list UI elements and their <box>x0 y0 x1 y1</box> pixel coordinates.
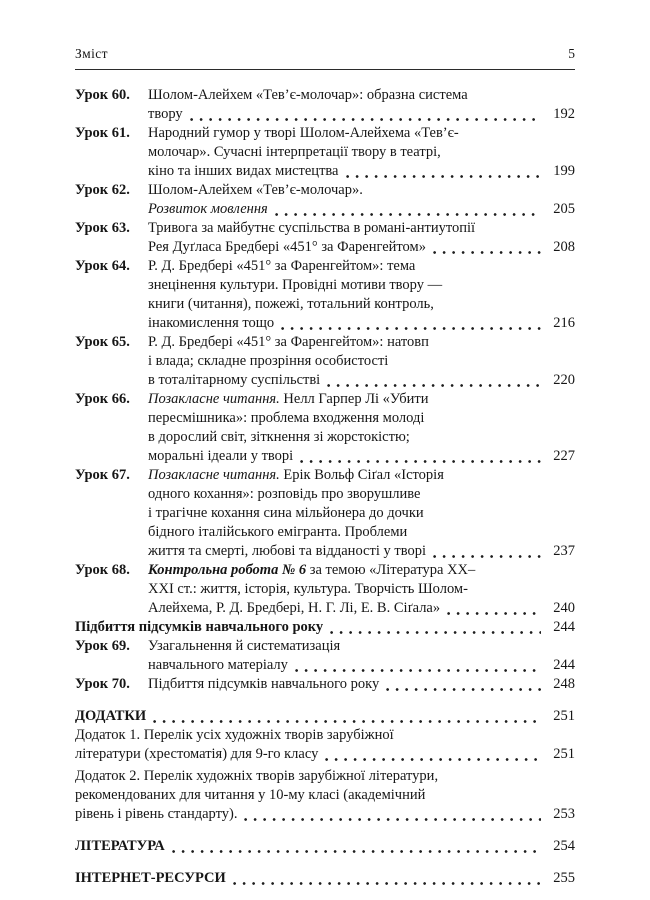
toc-entry-text <box>148 505 424 522</box>
toc-entry-text <box>148 144 441 161</box>
contents-running-title: Зміст <box>75 46 108 61</box>
toc-text-segment: рекомендованих для читання у 10-му класі (академічний <box>75 787 426 803</box>
toc-entry-text <box>75 746 318 763</box>
toc-page-number: 208 <box>553 239 575 255</box>
dot-leader <box>325 758 541 761</box>
toc-text-segment: і влада; складне прозріння особистості <box>148 353 389 369</box>
toc-entry-text <box>75 768 438 785</box>
dot-leader <box>433 251 541 254</box>
dot-leader <box>190 118 541 121</box>
toc-line <box>75 239 575 258</box>
lesson-label: Урок 60. <box>75 87 130 103</box>
toc-text-segment: Шолом-Алейхем «Тев’є-молочар». <box>148 182 363 198</box>
toc-entry-text <box>148 410 424 427</box>
toc-text-segment: Тривога за майбутнє суспільства в романі-антиутопії <box>148 220 476 236</box>
toc-line <box>75 486 575 505</box>
toc-text-segment: Р. Д. Бредбері «451° за Фаренгейтом»: натовп <box>148 334 429 350</box>
toc-line <box>75 676 575 695</box>
toc-line <box>75 524 575 543</box>
toc-entry <box>75 638 575 676</box>
page-header <box>75 46 575 70</box>
toc-entry-text <box>148 334 429 351</box>
toc-entry-text <box>148 163 339 180</box>
dot-leader <box>244 818 541 821</box>
toc-entry <box>75 182 575 220</box>
toc-text-segment: молочар». Сучасні інтерпретації твору в театрі, <box>148 144 441 160</box>
toc-entry-text <box>148 201 268 218</box>
dot-leader <box>433 555 541 558</box>
toc-text-segment: одного кохання»: розповідь про зворушливе <box>148 486 421 502</box>
toc-entry <box>75 391 575 467</box>
toc-text-segment: кіно та інших видах мистецтва <box>148 163 339 179</box>
toc-text-segment: Розвиток мовлення <box>148 201 268 217</box>
toc-entry-text <box>148 581 468 598</box>
toc-line <box>75 163 575 182</box>
toc-text-segment: Підбиття підсумків навчального року <box>148 676 380 692</box>
toc-text-segment: в тоталітарному суспільстві <box>148 372 321 388</box>
toc-line <box>75 277 575 296</box>
toc-text-segment: Позакласне читання. <box>148 467 280 483</box>
toc-entry-text <box>148 562 475 579</box>
toc-list <box>75 87 575 889</box>
toc-entry-text <box>148 486 420 503</box>
toc-line <box>75 581 575 600</box>
toc-text-segment: Узагальнення й систематизація <box>148 638 341 654</box>
toc-line <box>75 467 575 486</box>
toc-text-segment: в дорослий світ, зіткнення зі жорстокістю; <box>148 429 410 445</box>
toc-text-segment: твору <box>148 106 183 122</box>
toc-line <box>75 657 575 676</box>
toc-entry-text <box>148 467 444 484</box>
toc-entry <box>75 708 575 727</box>
toc-text-segment: ДОДАТКИ <box>75 708 147 724</box>
toc-line <box>75 353 575 372</box>
toc-entry <box>75 125 575 182</box>
header-page-number: 5 <box>568 46 575 61</box>
toc-page-number: 254 <box>553 838 575 854</box>
dot-leader <box>281 327 541 330</box>
toc-entry <box>75 768 575 825</box>
toc-entry-text <box>75 870 226 887</box>
toc-text-segment: Контрольна робота № 6 <box>148 562 307 578</box>
lesson-label: Урок 62. <box>75 182 130 198</box>
dot-leader <box>346 175 542 178</box>
toc-entry-text <box>75 727 394 744</box>
dot-leader <box>386 688 541 691</box>
toc-entry <box>75 562 575 619</box>
toc-text-segment: Нелл Гарпер Лі «Убити <box>279 391 429 407</box>
toc-text-segment: літератури (хрестоматія) для 9-го класу <box>75 746 319 762</box>
toc-line <box>75 708 575 727</box>
toc-text-segment: Додаток 1. Перелік усіх художніх творів зарубіжної <box>75 727 394 743</box>
toc-text-segment: пересмішника»: проблема входження молоді <box>148 410 425 426</box>
toc-entry <box>75 258 575 334</box>
lesson-label: Урок 66. <box>75 391 130 407</box>
toc-page-number: 251 <box>553 708 575 724</box>
toc-text-segment: XXI ст.: життя, історія, культура. Творчість Шолом- <box>148 581 468 597</box>
toc-line <box>75 746 575 765</box>
toc-page-number: 244 <box>553 619 575 635</box>
lesson-label: Урок 68. <box>75 562 130 578</box>
dot-leader <box>300 460 541 463</box>
dot-leader <box>327 384 541 387</box>
toc-line <box>75 619 575 638</box>
toc-text-segment: і трагічне кохання сина мільйонера до дочки <box>148 505 424 521</box>
lesson-label: Урок 65. <box>75 334 130 350</box>
toc-entry-text <box>148 125 459 142</box>
toc-text-segment: Позакласне читання. <box>148 391 280 407</box>
toc-line <box>75 334 575 353</box>
toc-text-segment: ІНТЕРНЕТ-РЕСУРСИ <box>75 870 226 886</box>
toc-text-segment: за темою «Література XX– <box>306 562 476 578</box>
toc-text-segment: моральні ідеали у творі <box>148 448 294 464</box>
toc-entry-text <box>148 239 426 256</box>
toc-entry <box>75 870 575 889</box>
toc-entry-text <box>148 429 410 446</box>
dot-leader <box>172 850 541 853</box>
toc-line <box>75 372 575 391</box>
toc-entry-text <box>75 619 323 636</box>
toc-page-number: 251 <box>553 746 575 762</box>
toc-entry-text <box>148 296 434 313</box>
toc-line <box>75 182 575 201</box>
lesson-label: Урок 67. <box>75 467 130 483</box>
toc-page-number: 255 <box>553 870 575 886</box>
toc-entry <box>75 87 575 125</box>
toc-text-segment: Додаток 2. Перелік художніх творів зарубіжної літератури, <box>75 768 439 784</box>
toc-line <box>75 410 575 429</box>
toc-text-segment: книги (читання), пожежі, тотальний контроль, <box>148 296 434 312</box>
toc-page-number: 220 <box>553 372 575 388</box>
toc-line <box>75 838 575 857</box>
toc-line <box>75 727 575 746</box>
toc-entry-text <box>148 391 429 408</box>
toc-entry-text <box>148 106 183 123</box>
toc-line <box>75 787 575 806</box>
dot-leader <box>153 720 541 723</box>
toc-text-segment: знецінення культури. Провідні мотиви твору — <box>148 277 443 293</box>
toc-entry-text <box>148 676 379 693</box>
toc-page-number: 192 <box>553 106 575 122</box>
toc-page-number: 248 <box>553 676 575 692</box>
toc-page-number: 240 <box>553 600 575 616</box>
toc-line <box>75 296 575 315</box>
lesson-label: Урок 64. <box>75 258 130 274</box>
toc-entry-text <box>148 315 274 332</box>
toc-entry-text <box>75 806 237 823</box>
toc-line <box>75 638 575 657</box>
toc-line <box>75 543 575 562</box>
dot-leader <box>233 882 541 885</box>
toc-text-segment: інакомислення тощо <box>148 315 275 331</box>
toc-entry <box>75 220 575 258</box>
toc-entry-text <box>148 277 442 294</box>
toc-text-segment: Р. Д. Бредбері «451° за Фаренгейтом»: тема <box>148 258 416 274</box>
toc-entry-text <box>75 708 146 725</box>
toc-line <box>75 562 575 581</box>
toc-line <box>75 258 575 277</box>
toc-entry-text <box>148 353 388 370</box>
toc-entry <box>75 467 575 562</box>
toc-page-number: 205 <box>553 201 575 217</box>
toc-line <box>75 870 575 889</box>
toc-line <box>75 201 575 220</box>
toc-entry-text <box>148 372 320 389</box>
toc-line <box>75 448 575 467</box>
toc-entry-text <box>75 838 165 855</box>
lesson-label: Урок 63. <box>75 220 130 236</box>
dot-leader <box>447 612 541 615</box>
toc-entry <box>75 334 575 391</box>
toc-entry <box>75 619 575 638</box>
toc-entry-text <box>148 182 363 199</box>
toc-text-segment: Рея Дуґласа Бредбері «451° за Фаренгейтом» <box>148 239 426 255</box>
toc-entry-text <box>148 638 340 655</box>
toc-entry-text <box>148 448 293 465</box>
toc-page-number: 237 <box>553 543 575 559</box>
toc-entry-text <box>148 524 407 541</box>
toc-page-number: 227 <box>553 448 575 464</box>
toc-line <box>75 106 575 125</box>
toc-text-segment: Підбиття підсумків навчального року <box>75 619 324 635</box>
toc-text-segment: ЛІТЕРАТУРА <box>75 838 165 854</box>
toc-entry <box>75 676 575 695</box>
dot-leader <box>330 631 541 634</box>
toc-page-number: 244 <box>553 657 575 673</box>
toc-entry-text <box>148 657 288 674</box>
toc-text-segment: бідного італійського емігранта. Проблеми <box>148 524 408 540</box>
toc-text-segment: Народний гумор у творі Шолом-Алейхема «Тев’є- <box>148 125 459 141</box>
toc-line <box>75 429 575 448</box>
dot-leader <box>275 213 541 216</box>
toc-text-segment: навчального матеріалу <box>148 657 288 673</box>
toc-text-segment: рівень і рівень стандарту). <box>75 806 238 822</box>
toc-entry-text <box>148 543 426 560</box>
toc-entry-text <box>148 220 475 237</box>
toc-line <box>75 391 575 410</box>
lesson-label: Урок 61. <box>75 125 130 141</box>
toc-line <box>75 806 575 825</box>
toc-text-segment: Шолом-Алейхем «Тев’є-молочар»: образна система <box>148 87 468 103</box>
toc-page-number: 253 <box>553 806 575 822</box>
toc-text-segment: Алейхема, Р. Д. Бредбері, Н. Г. Лі, Е. В. Сіґала» <box>148 600 441 616</box>
toc-entry-text <box>148 600 440 617</box>
lesson-label: Урок 69. <box>75 638 130 654</box>
toc-entry-text <box>148 87 468 104</box>
lesson-label: Урок 70. <box>75 676 130 692</box>
toc-line <box>75 87 575 106</box>
toc-entry-text <box>75 787 425 804</box>
toc-page-number: 199 <box>553 163 575 179</box>
toc-line <box>75 505 575 524</box>
toc-line <box>75 600 575 619</box>
toc-text-segment: життя та смерті, любові та відданості у творі <box>148 543 426 559</box>
dot-leader <box>295 669 541 672</box>
toc-text-segment: Ерік Вольф Сіґал «Історія <box>279 467 444 483</box>
toc-line <box>75 144 575 163</box>
toc-line <box>75 125 575 144</box>
toc-line <box>75 315 575 334</box>
toc-page-number: 216 <box>553 315 575 331</box>
toc-entry <box>75 727 575 765</box>
toc-entry <box>75 838 575 857</box>
toc-line <box>75 768 575 787</box>
toc-entry-text <box>148 258 415 275</box>
toc-line <box>75 220 575 239</box>
